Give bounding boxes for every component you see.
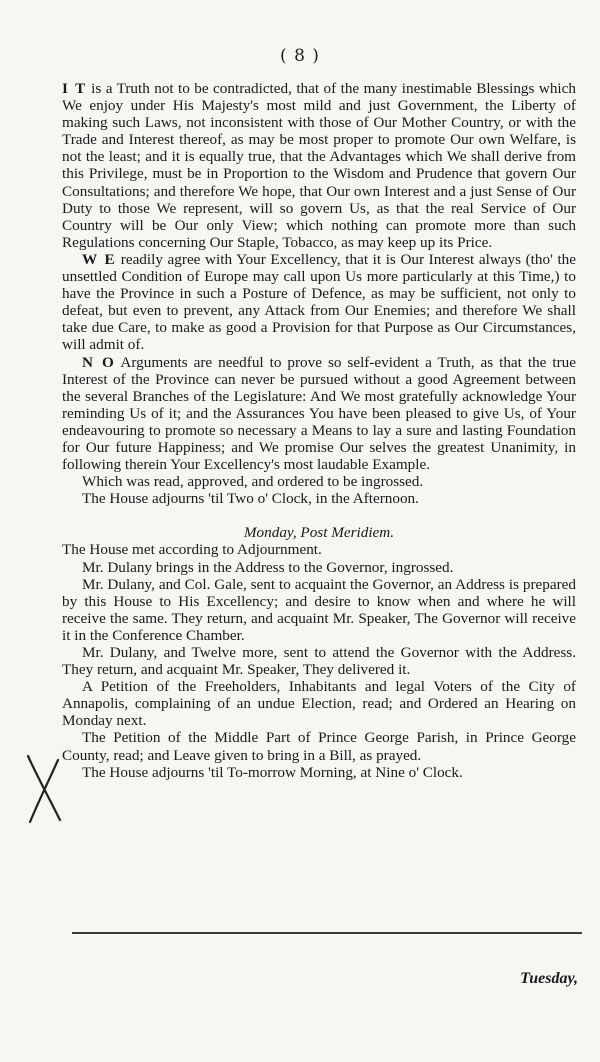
paragraph-lead: I T [62, 80, 87, 97]
page-number: ( 8 ) [280, 46, 320, 66]
paragraph-text: The House adjourns 'til Two o' Clock, in the Afternoon. [82, 490, 419, 508]
paragraph-text: is a Truth not to be contradicted, that of the many inestimable Blessings which We enjoy under His Majesty's most mild and just Government, the Liberty of making such Laws, not inconsistent with those of Our Mother Country, or with the Trade and Interest thereof, as may be most proper to promote Our own Welfare, is not the least; and it is equally true, that the Advantages which We shall derive from this Privilege, must be in Proportion to the Wisdom and Prudence that govern Our Consultations; and therefore We hope, that Our own Interest and a just Sense of Our Duty to those We represent, will so govern Us, as that the real Service of Our Country will be Our only View; which nothing can promote more than such Regulations concerning Our Staple, Tobacco, as may keep up its Price. [62, 80, 576, 251]
proceeding-6: The Petition of the Middle Part of Prince George Parish, in Prince George County, read; and Leave given to bring in a Bill, as prayed. [62, 729, 576, 764]
proceeding-2: Mr. Dulany brings in the Address to the Governor, ingrossed. [82, 558, 454, 576]
paragraph-3 [62, 354, 576, 474]
session-heading: Monday, Post Meridiem. [243, 524, 395, 542]
paragraph-1 [62, 80, 576, 251]
proceeding-4: Mr. Dulany, and Twelve more, sent to attend the Governor with the Address. They return, and acquaint Mr. Speaker, They delivered it. [62, 644, 576, 679]
proceeding-1: The House met according to Adjournment. [62, 541, 322, 559]
document-body [62, 80, 576, 781]
handwritten-x-mark-icon [22, 752, 66, 824]
paragraph-text: Arguments are needful to prove so self-evident a Truth, as that the true Interest of the Province can never be pursued without a good Agreement between the several Branches of the Legislature: And We most gratefully acknowledge Your reminding Us of it; and the Assurances You have been pleased to give Us, of Your endeavouring to promote so necessary a Means to lay a sure and lasting Foundation for Our future Happiness; and We promise Our selves the greatest Unanimity, in following therein Your Excellency's most laudable Example. [62, 353, 577, 474]
paragraph-4 [62, 473, 576, 490]
paragraph-lead: W E [82, 250, 117, 268]
paragraph-text: Which was read, approved, and ordered to be ingrossed. [82, 473, 424, 491]
catchword: Tuesday, [520, 970, 578, 987]
paragraph-lead: N O [82, 353, 116, 371]
paragraph-2 [62, 251, 576, 354]
proceeding-3: Mr. Dulany, and Col. Gale, sent to acquaint the Governor, an Address is prepared by this House to His Excellency; and desire to know when and where he will receive the same. They return, and acquaint Mr. Speaker, The Governor will receive it in the Conference Chamber. [62, 575, 576, 644]
paragraph-5 [62, 490, 576, 507]
proceeding-7: The House adjourns 'til To-morrow Morning, at Nine o' Clock. [82, 763, 463, 781]
paragraph-text: readily agree with Your Excellency, that it is Our Interest always (tho' the unsettled Condition of Europe may call upon Us more particularly at this Time,) to have the Province in such a Posture of Defence, as may be sufficient, not only to defeat, but even to prevent, any Attack from Our Enemies; and therefore We shall take due Care, to make as good a Provision for that Purpose as Our Circumstances, will admit of. [62, 250, 576, 354]
proceeding-5: A Petition of the Freeholders, Inhabitants and legal Voters of the City of Annapolis, complaining of an undue Election, read; and Ordered an Hearing on Monday next. [62, 678, 576, 730]
section-divider [72, 932, 582, 934]
